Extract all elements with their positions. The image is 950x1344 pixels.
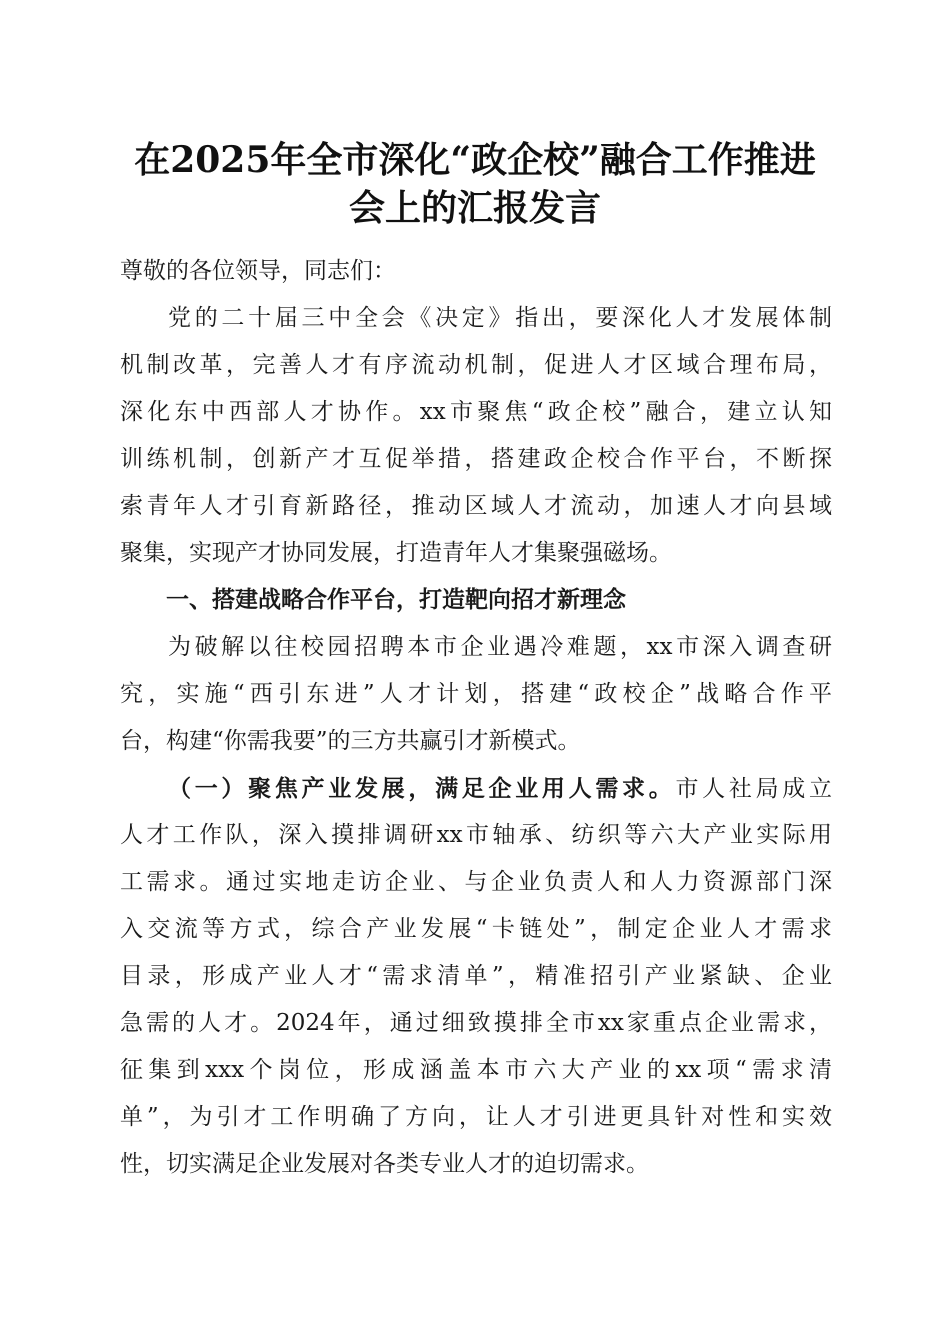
section1-line: 究，实施“西引东进”人才计划，搭建“政校企”战略合作平 bbox=[120, 681, 832, 707]
subsection-lead: （一）聚焦产业发展，满足企业用人需求。 bbox=[168, 775, 676, 802]
title-line-1: 在2025年全市深化“政企校”融合工作推进 bbox=[134, 139, 816, 181]
subsection1-line: 目录，形成产业人才“需求清单”，精准招引产业紧缺、企业 bbox=[120, 963, 832, 989]
section1-paragraph bbox=[120, 624, 832, 765]
subsection1-line: 性，切实满足企业发展对各类专业人才的迫切需求。 bbox=[120, 1151, 649, 1177]
intro-paragraph bbox=[120, 295, 832, 577]
subsection1-line: 急需的人才。2024年，通过细致摸排全市xx家重点企业需求， bbox=[120, 1010, 832, 1036]
section1-line: 台，构建“你需我要”的三方共赢引才新模式。 bbox=[120, 728, 581, 754]
subsection-text: 市人社局成立 bbox=[675, 776, 832, 802]
subsection1-line: 征集到xxx个岗位，形成涵盖本市六大产业的xx项“需求清 bbox=[120, 1057, 832, 1083]
subsection1-line: 单”，为引才工作明确了方向，让人才引进更具针对性和实效 bbox=[120, 1104, 832, 1130]
intro-line: 聚集，实现产才协同发展，打造青年人才集聚强磁场。 bbox=[120, 540, 672, 566]
subsection1-first-line bbox=[120, 765, 832, 812]
subsection1-line: 人才工作队，深入摸排调研xx市轴承、纺织等六大产业实际用 bbox=[120, 822, 832, 848]
document-body bbox=[120, 248, 832, 1188]
intro-line: 训练机制，创新产才互促举措，搭建政企校合作平台，不断探 bbox=[120, 446, 832, 472]
section1-line: 为破解以往校园招聘本市企业遇冷难题，xx市深入调查研 bbox=[168, 634, 832, 660]
section-heading: 一、搭建战略合作平台，打造靶向招才新理念 bbox=[166, 587, 626, 613]
subsection1-paragraph bbox=[120, 765, 832, 1188]
intro-line: 深化东中西部人才协作。xx市聚焦“政企校”融合，建立认知 bbox=[120, 399, 832, 425]
intro-line: 机制改革，完善人才有序流动机制，促进人才区域合理布局， bbox=[120, 352, 832, 378]
intro-line: 索青年人才引育新路径，推动区域人才流动，加速人才向县域 bbox=[120, 493, 832, 519]
subsection1-line: 工需求。通过实地走访企业、与企业负责人和人力资源部门深 bbox=[120, 869, 832, 895]
salutation: 尊敬的各位领导，同志们： bbox=[120, 258, 396, 284]
document-title bbox=[100, 136, 850, 232]
intro-line: 党的二十届三中全会《决定》指出，要深化人才发展体制 bbox=[168, 305, 832, 331]
title-line-2: 会上的汇报发言 bbox=[348, 187, 601, 229]
subsection1-line: 入交流等方式，综合产业发展“卡链处”，制定企业人才需求 bbox=[120, 916, 832, 942]
